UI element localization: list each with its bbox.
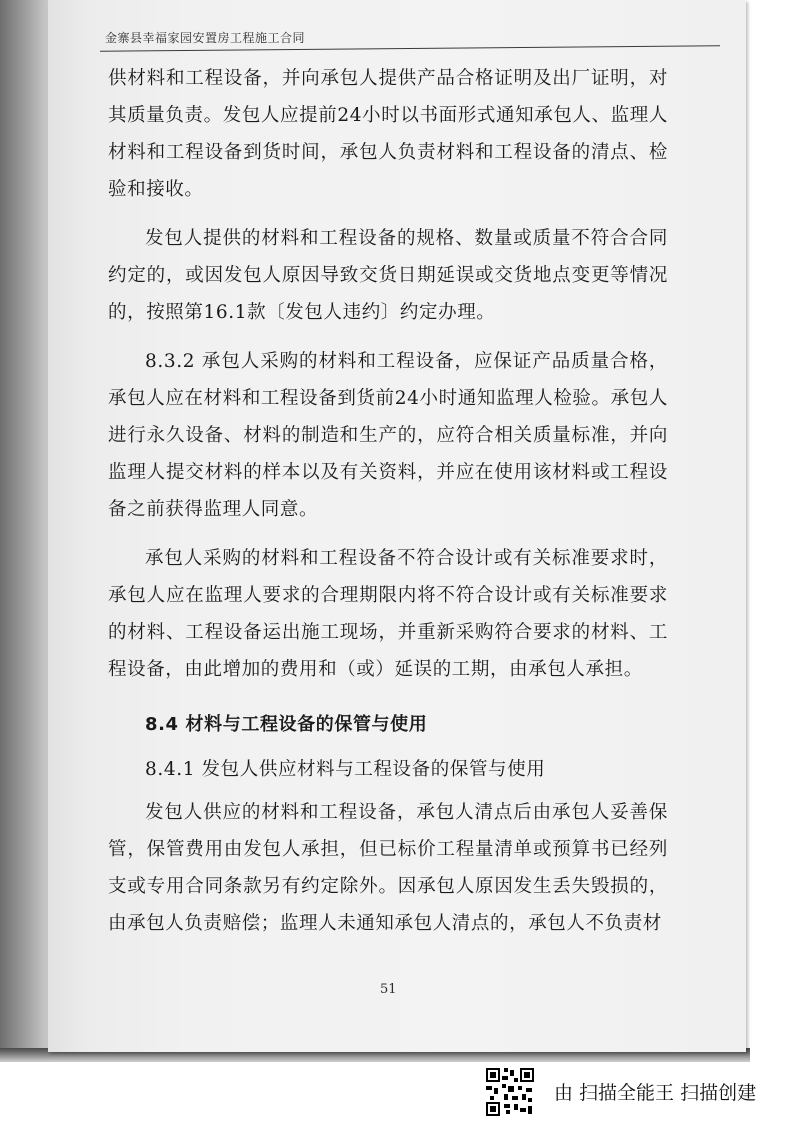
- running-header: 金寨县幸福家园安置房工程施工合同: [105, 31, 306, 45]
- qr-code-icon: [486, 1068, 534, 1116]
- section-heading: 8.4 材料与工程设备的保管与使用: [145, 714, 428, 735]
- paragraph: 发包人提供的材料和工程设备的规格、数量或质量不符合合同约定的，或因发包人原因导致交货日期延误或交货地点变更等情况的，按照第16.1款〔发包人违约〕约定办理。: [108, 228, 668, 323]
- body-text: [108, 60, 668, 942]
- paragraph: 承包人采购的材料和工程设备不符合设计或有关标准要求时，承包人应在监理人要求的合理期限内将不符合设计或有关标准要求的材料、工程设备运出施工现场，并重新采购符合要求的材料、工程设备，由此增加的费用和（或）延误的工期，由承包人承担。: [108, 548, 668, 680]
- scanner-watermark: [486, 1068, 786, 1118]
- watermark-text: 由 扫描全能王 扫描创建: [554, 1082, 757, 1104]
- paragraph: 8.3.2 承包人采购的材料和工程设备，应保证产品质量合格，承包人应在材料和工程设备到货前24小时通知监理人检验。承包人进行永久设备、材料的制造和生产的，应符合相关质量标准，并向监理人提交材料的样本以及有关资料，并应在使用该材料或工程设备之前获得监理人同意。: [108, 351, 668, 520]
- subsection-heading: 8.4.1 发包人供应材料与工程设备的保管与使用: [145, 759, 546, 780]
- paragraph: 供材料和工程设备，并向承包人提供产品合格证明及出厂证明，对其质量负责。发包人应提前24小时以书面形式通知承包人、监理人材料和工程设备到货时间，承包人负责材料和工程设备的清点、检验和接收。: [108, 68, 668, 200]
- page-number: 51: [380, 982, 397, 997]
- paragraph: 发包人供应的材料和工程设备，承包人清点后由承包人妥善保管，保管费用由发包人承担，但已标价工程量清单或预算书已经列支或专用合同条款另有约定除外。因承包人原因发生丢失毁损的，由承包人负责赔偿；监理人未通知承包人清点的，承包人不负责材: [108, 802, 668, 934]
